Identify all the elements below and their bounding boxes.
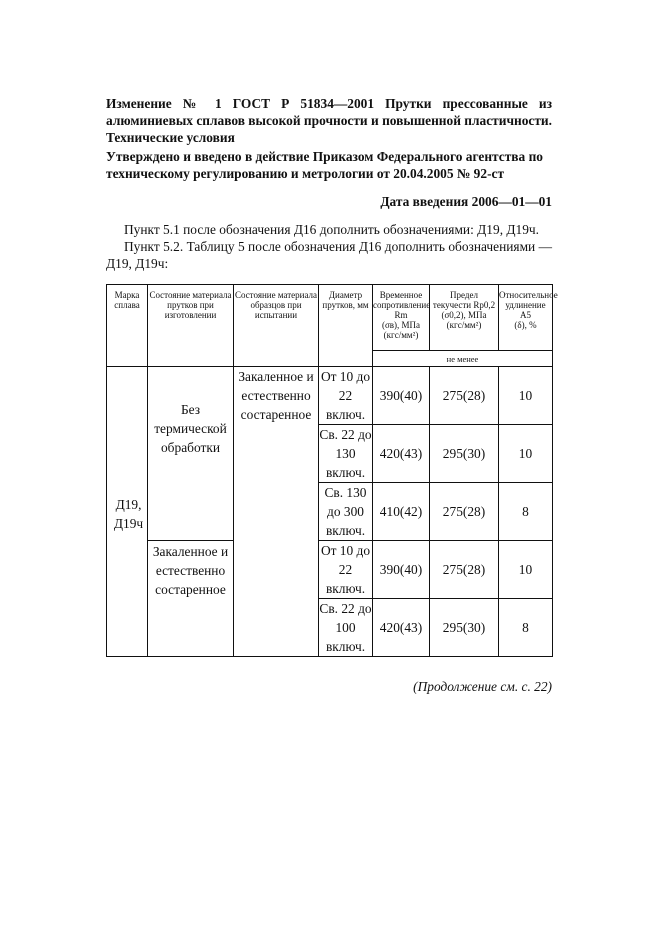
table-header-row [107, 285, 553, 351]
rod-state-cell-1 [148, 367, 234, 541]
diameter-cell: Св. 22 до 100 включ. [319, 599, 373, 657]
tensile-cell: 390(40) [373, 541, 430, 599]
tensile-cell: 420(43) [373, 599, 430, 657]
amendment-title: Изменение № 1 ГОСТ Р 51834—2001 Прутки прессованные из алюминиевых сплавов высокой прочности и повышенной пластичности. Технические условия [106, 96, 552, 145]
header-not-less: не менее [373, 351, 553, 367]
rod-state-cell-2 [148, 541, 234, 657]
diameter-cell: От 10 до 22 включ. [319, 367, 373, 425]
header-yield-a: Предел текучести Rp0,2 [432, 290, 496, 310]
elongation-cell: 10 [499, 425, 553, 483]
header-elong-b: (δ), % [514, 320, 537, 330]
diameter-cell: От 10 до 22 включ. [319, 541, 373, 599]
yield-cell: 295(30) [430, 425, 499, 483]
elongation-cell: 10 [499, 541, 553, 599]
properties-table [106, 284, 558, 657]
alloy-cell [107, 367, 148, 657]
sample-state: Закаленное и естественно состаренное [238, 369, 314, 422]
header-tensile-c: (кгс/мм²) [383, 330, 419, 340]
sample-state-cell [234, 367, 319, 657]
header-yield-c: (кгс/мм²) [446, 320, 482, 330]
header-tensile-a: Временное сопротивление Rm [373, 290, 431, 320]
alloy-line-1: Д19, [115, 497, 142, 512]
header-diameter: Диаметр прутков, мм [319, 285, 373, 367]
diameter-cell: Св. 22 до 130 включ. [319, 425, 373, 483]
header-alloy: Марка сплава [107, 285, 148, 367]
header-tensile [373, 285, 430, 351]
paragraph-5-1: Пункт 5.1 после обозначения Д16 дополнить обозначениями: Д19, Д19ч. [124, 222, 539, 237]
header-elongation [499, 285, 558, 351]
rod-state-1: Без термической обработки [154, 402, 227, 455]
approval-line-2: техническому регулированию и метрологии от 20.04.2005 № 92-ст [106, 166, 505, 181]
header-rod-state: Состояние материала прутков при изготовлении [148, 285, 234, 367]
header-sample-state: Состояние материала образцов при испытании [234, 285, 319, 367]
tensile-cell: 420(43) [373, 425, 430, 483]
table-row [107, 541, 553, 599]
alloy-line-2: Д19ч [113, 516, 144, 531]
elongation-cell: 8 [499, 599, 553, 657]
yield-cell: 275(28) [430, 483, 499, 541]
header-yield [430, 285, 499, 351]
diameter-cell: Св. 130 до 300 включ. [319, 483, 373, 541]
paragraph-5-2: Пункт 5.2. Таблицу 5 после обозначения Д16 дополнить обозначениями — Д19, Д19ч: [106, 239, 552, 271]
approval-line-1: Утверждено и введено в действие Приказом Федерального агентства по [106, 149, 543, 164]
yield-cell: 275(28) [430, 541, 499, 599]
tensile-cell: 390(40) [373, 367, 430, 425]
rod-state-2: Закаленное и естественно состаренное [152, 544, 229, 597]
effective-date: Дата введения 2006—01—01 [380, 194, 552, 209]
tensile-cell: 410(42) [373, 483, 430, 541]
header-elong-a: Относительное удлинение A5 [499, 290, 558, 320]
continuation-note: (Продолжение см. с. 22) [413, 679, 552, 694]
elongation-cell: 8 [499, 483, 553, 541]
elongation-cell: 10 [499, 367, 553, 425]
table-row [107, 367, 553, 425]
header-yield-b: (σ0,2), МПа [441, 310, 487, 320]
yield-cell: 275(28) [430, 367, 499, 425]
yield-cell: 295(30) [430, 599, 499, 657]
approval-statement [106, 148, 552, 182]
header-tensile-b: (σв), МПа [381, 320, 421, 330]
